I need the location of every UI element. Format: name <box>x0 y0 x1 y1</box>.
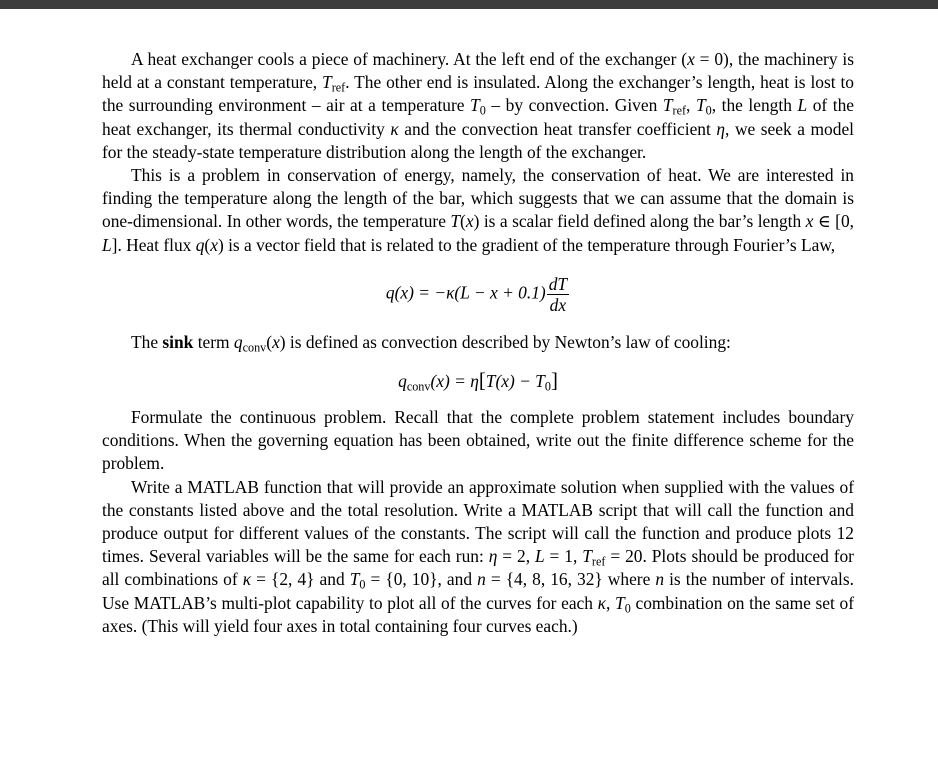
text-run: This is a problem in conservation of energy, namely, the conservation of heat. We are interested in finding the temperature along the length of the bar, which suggests that we can assume that the domain is one-dimensional. In other words, the temperature <box>102 165 854 232</box>
math-var: q <box>398 371 407 392</box>
text-run: combination on the same set of axes. (This will yield four axes in total containing four curves each.) <box>102 592 854 636</box>
math-var: L <box>102 234 112 255</box>
math-expression: = η <box>449 371 479 392</box>
math-var: T <box>615 592 625 613</box>
math-var: η <box>488 546 498 567</box>
fraction-numerator: dT <box>548 273 568 294</box>
paragraph-problem-setup <box>102 48 854 164</box>
fraction-denominator: dx <box>549 294 567 315</box>
math-subscript: 0 <box>479 104 486 119</box>
bracket-open: [ <box>478 368 486 393</box>
equation-newton-cooling <box>102 368 854 393</box>
math-var: T <box>450 211 461 232</box>
math-var: η <box>716 118 726 139</box>
math-var: T <box>695 95 706 116</box>
math-subscript: 0 <box>624 601 631 616</box>
math-var: T <box>322 72 332 93</box>
text-run: = 0), the machinery is held at a constant temperature, <box>102 49 854 93</box>
math-var: x <box>210 234 218 255</box>
math-subscript: ref <box>672 104 687 119</box>
text-run: A heat exchanger cools a piece of machinery. At the left end of the exchanger ( <box>131 49 688 69</box>
math-var: q <box>233 331 243 352</box>
text-run: The <box>131 331 163 352</box>
math-var: T <box>662 95 673 116</box>
text-run: and the convection heat transfer coefficient <box>398 118 717 139</box>
paragraph-formulate: Formulate the continuous problem. Recall that the complete problem statement includes boundary conditions. When the governing equation has been obtained, write out the finite difference scheme for the problem. <box>102 407 854 474</box>
text-run: ∈ [0, <box>813 211 855 232</box>
math-var: x <box>272 331 280 352</box>
text-run: = {4, 8, 16, 32} where <box>485 569 656 590</box>
text-run: = 1, <box>544 546 583 567</box>
math-var: n <box>477 569 486 590</box>
math-var: (x) <box>430 371 450 392</box>
text-run: of the heat exchanger, its thermal conductivity <box>102 95 855 139</box>
math-var: L <box>797 95 808 116</box>
bracket-close: ] <box>550 368 558 393</box>
math-var: κ <box>390 118 399 139</box>
text-run: = 20. Plots should be produced for all combinations of <box>102 546 854 590</box>
text-run: ( <box>460 211 466 232</box>
text-run: , the length <box>711 95 798 116</box>
math-var: T <box>470 95 480 116</box>
text-run: ) is a vector field that is related to the gradient of the temperature through Fourier’s Law, <box>217 234 836 255</box>
equation-fourier-law <box>102 274 854 315</box>
bold-word: sink <box>162 331 194 352</box>
math-var: T <box>349 569 360 590</box>
text-run: Write a MATLAB function that will provide an approximate solution when supplied with the values of the constants listed above and the total resolution. Write a MATLAB script that will call the function and produce output for different values of the constants. The script will call the function and produce plots 12 times. Several variables will be the same for each run: <box>102 476 854 567</box>
text-run: ( <box>266 331 273 352</box>
math-subscript: conv <box>406 379 431 394</box>
math-expression: (x) − T <box>495 371 545 392</box>
math-var: n <box>655 569 665 590</box>
math-var: (x) <box>394 282 414 303</box>
math-var: x <box>687 49 695 69</box>
math-var: κ <box>242 569 252 590</box>
math-var: x <box>465 211 474 232</box>
math-var: T <box>582 546 592 567</box>
text-run: = {0, 10}, and <box>365 569 478 590</box>
math-var: q <box>385 282 395 303</box>
paragraph-sink-term <box>102 331 854 354</box>
top-bar <box>0 0 938 9</box>
text-run: is the number of intervals. Use MATLAB’s multi-plot capability to plot all of the curves for each <box>102 569 854 613</box>
text-run: ) is a scalar field defined along the bar’s length <box>473 211 806 232</box>
text-run: . The other end is insulated. Along the exchanger’s length, heat is lost to the surrounding environment – air at a temperature <box>102 72 855 116</box>
math-subscript: conv <box>242 340 267 355</box>
text-run: , <box>606 592 616 613</box>
text-run: , <box>686 95 696 116</box>
text-run: term <box>193 331 234 352</box>
math-var: L <box>534 546 545 567</box>
paragraph-matlab-task <box>102 476 854 638</box>
math-expression: = −κ(L − x + 0.1) <box>413 282 546 303</box>
document-page <box>102 48 854 638</box>
math-subscript: 0 <box>359 578 366 593</box>
math-var: x <box>805 211 814 232</box>
text-run: = 2, <box>497 546 535 567</box>
math-var: q <box>195 234 205 255</box>
text-run: ( <box>204 234 211 255</box>
fraction-dt-dx <box>547 274 569 315</box>
math-subscript: 0 <box>544 379 551 394</box>
math-var: κ <box>597 592 607 613</box>
paragraph-conservation <box>102 164 854 257</box>
math-subscript: 0 <box>705 104 712 119</box>
text-run: ]. Heat flux <box>111 234 196 255</box>
text-run: , we seek a model for the steady-state temperature distribution along the length of the exchanger. <box>102 118 855 162</box>
math-var: T <box>485 371 496 392</box>
text-run: ) is defined as convection described by Newton’s law of cooling: <box>279 331 731 352</box>
math-subscript: ref <box>591 554 606 569</box>
math-subscript: ref <box>331 80 346 95</box>
text-run: – by convection. Given <box>485 95 663 116</box>
text-run: = {2, 4} and <box>251 569 350 590</box>
